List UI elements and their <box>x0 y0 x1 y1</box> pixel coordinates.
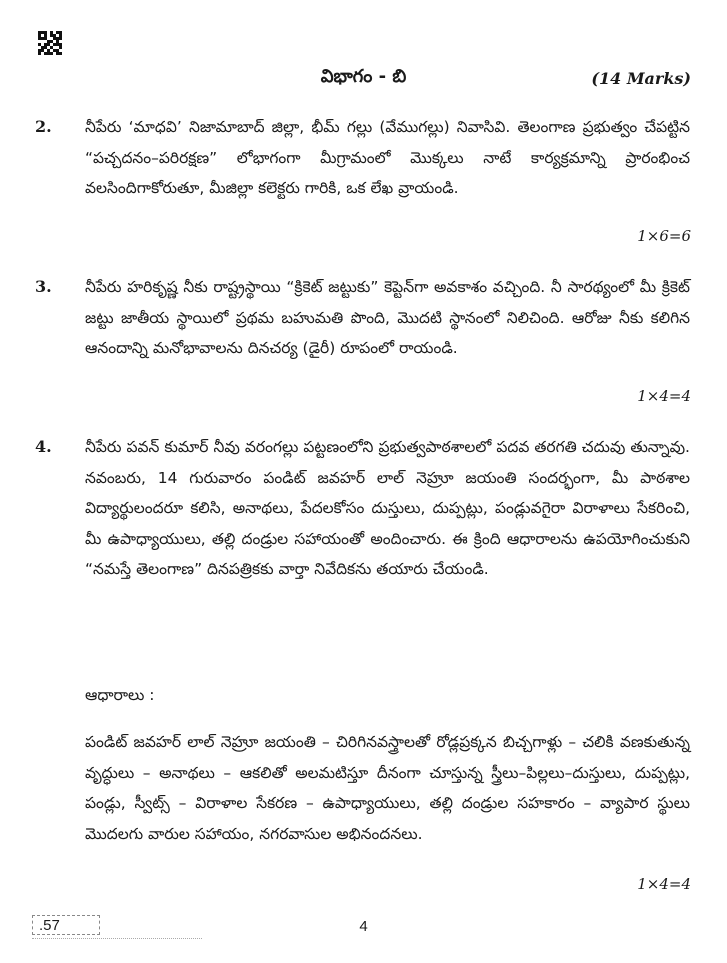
section-heading: విభాగం - బి <box>320 66 407 87</box>
question-text: నీపేరు హరికృష్ణ నీకు రాష్ట్రస్థాయి “క్రికెట్ జట్టుకు” కెప్టెన్‌గా అవకాశం వచ్చింది. నీ సారథ్యంలో మీ క్రికెట్ జట్టు జాతీయ స్థాయిలో ప్రథమ బహుమతి పొంది, మొదటి స్థానంలో నిలిచింది. ఆరోజు నీకు కలిగిన ఆనందాన్ని మనోభావాలను దినచర్య (డైరీ) రూపంలో రాయండి. <box>85 278 690 357</box>
question-number: 4. <box>35 437 52 456</box>
section-marks: (14 Marks) <box>591 69 691 88</box>
question-marks: 1×4=4 <box>637 875 691 893</box>
footer-divider <box>32 938 202 941</box>
qr-code-icon <box>38 31 62 55</box>
points-text: పండిట్ జవహర్ లాల్ నెహ్రూ జయంతి – చిరిగినవస్త్రాలతో రోడ్లప్రక్కన బిచ్చగాళ్లు – చలికి వణకుతున్న వృద్ధులు – అనాథలు – ఆకలితో అలమటిస్తూ దీనంగా చూస్తున్న స్త్రీలు–పిల్లలు–దుస్తులు, దుప్పట్లు, పండ్లు, స్వీట్స్ – విరాళాల సేకరణ – ఉపాధ్యాయులు, తల్లి దండ్రుల సహకారం – వ్యాపార స్థులు మొదలగు వారుల సహాయం, నగరవాసుల అభినందనలు. <box>85 733 690 843</box>
question-number: 2. <box>35 117 52 136</box>
question-marks: 1×6=6 <box>637 227 691 245</box>
question-number: 3. <box>35 277 52 296</box>
question-text: నీపేరు ‘మాధవి’ నిజామాబాద్ జిల్లా, భీమ్ గల్లు (వేముగల్లు) నివాసివి. తెలంగాణ ప్రభుత్వం చేపట్టిన “పచ్చదనం–పరిరక్షణ” లోభాగంగా మీగ్రామంలో మొక్కలు నాటే కార్యక్రమాన్ని ప్రారంభించ వలసిందిగాకోరుతూ, మీజిల్లా కలెక్టరు గారికి, ఒక లేఖ వ్రాయండి. <box>85 118 690 197</box>
page-number: 4 <box>359 918 368 935</box>
question-marks: 1×4=4 <box>637 387 691 405</box>
question-text: నీపేరు పవన్ కుమార్ నీవు వరంగల్లు పట్టణంలోని ప్రభుత్వపాఠశాలలో పదవ తరగతి చదువు తున్నావు. నవంబరు, 14 గురువారం పండిట్ జవహర్ లాల్ నెహ్రూ జయంతి సందర్భంగా, మీ పాఠశాల విద్యార్థులందరూ కలిసి, అనాథలు, పేదలకోసం దుస్తులు, దుప్పట్లు, పండ్లువగైరా విరాళాలు సేకరించి, మీ ఉపాధ్యాయులు, తల్లి దండ్రుల సహాయంతో అందించారు. ఈ క్రింది ఆధారాలను ఉపయోగించుకుని “నమస్తే తెలంగాణ” దినపత్రికకు వార్తా నివేదికను తయారు చేయండి. <box>85 438 690 578</box>
points-label: ఆధారాలు : <box>85 686 155 704</box>
paper-code: .57 <box>32 915 100 935</box>
